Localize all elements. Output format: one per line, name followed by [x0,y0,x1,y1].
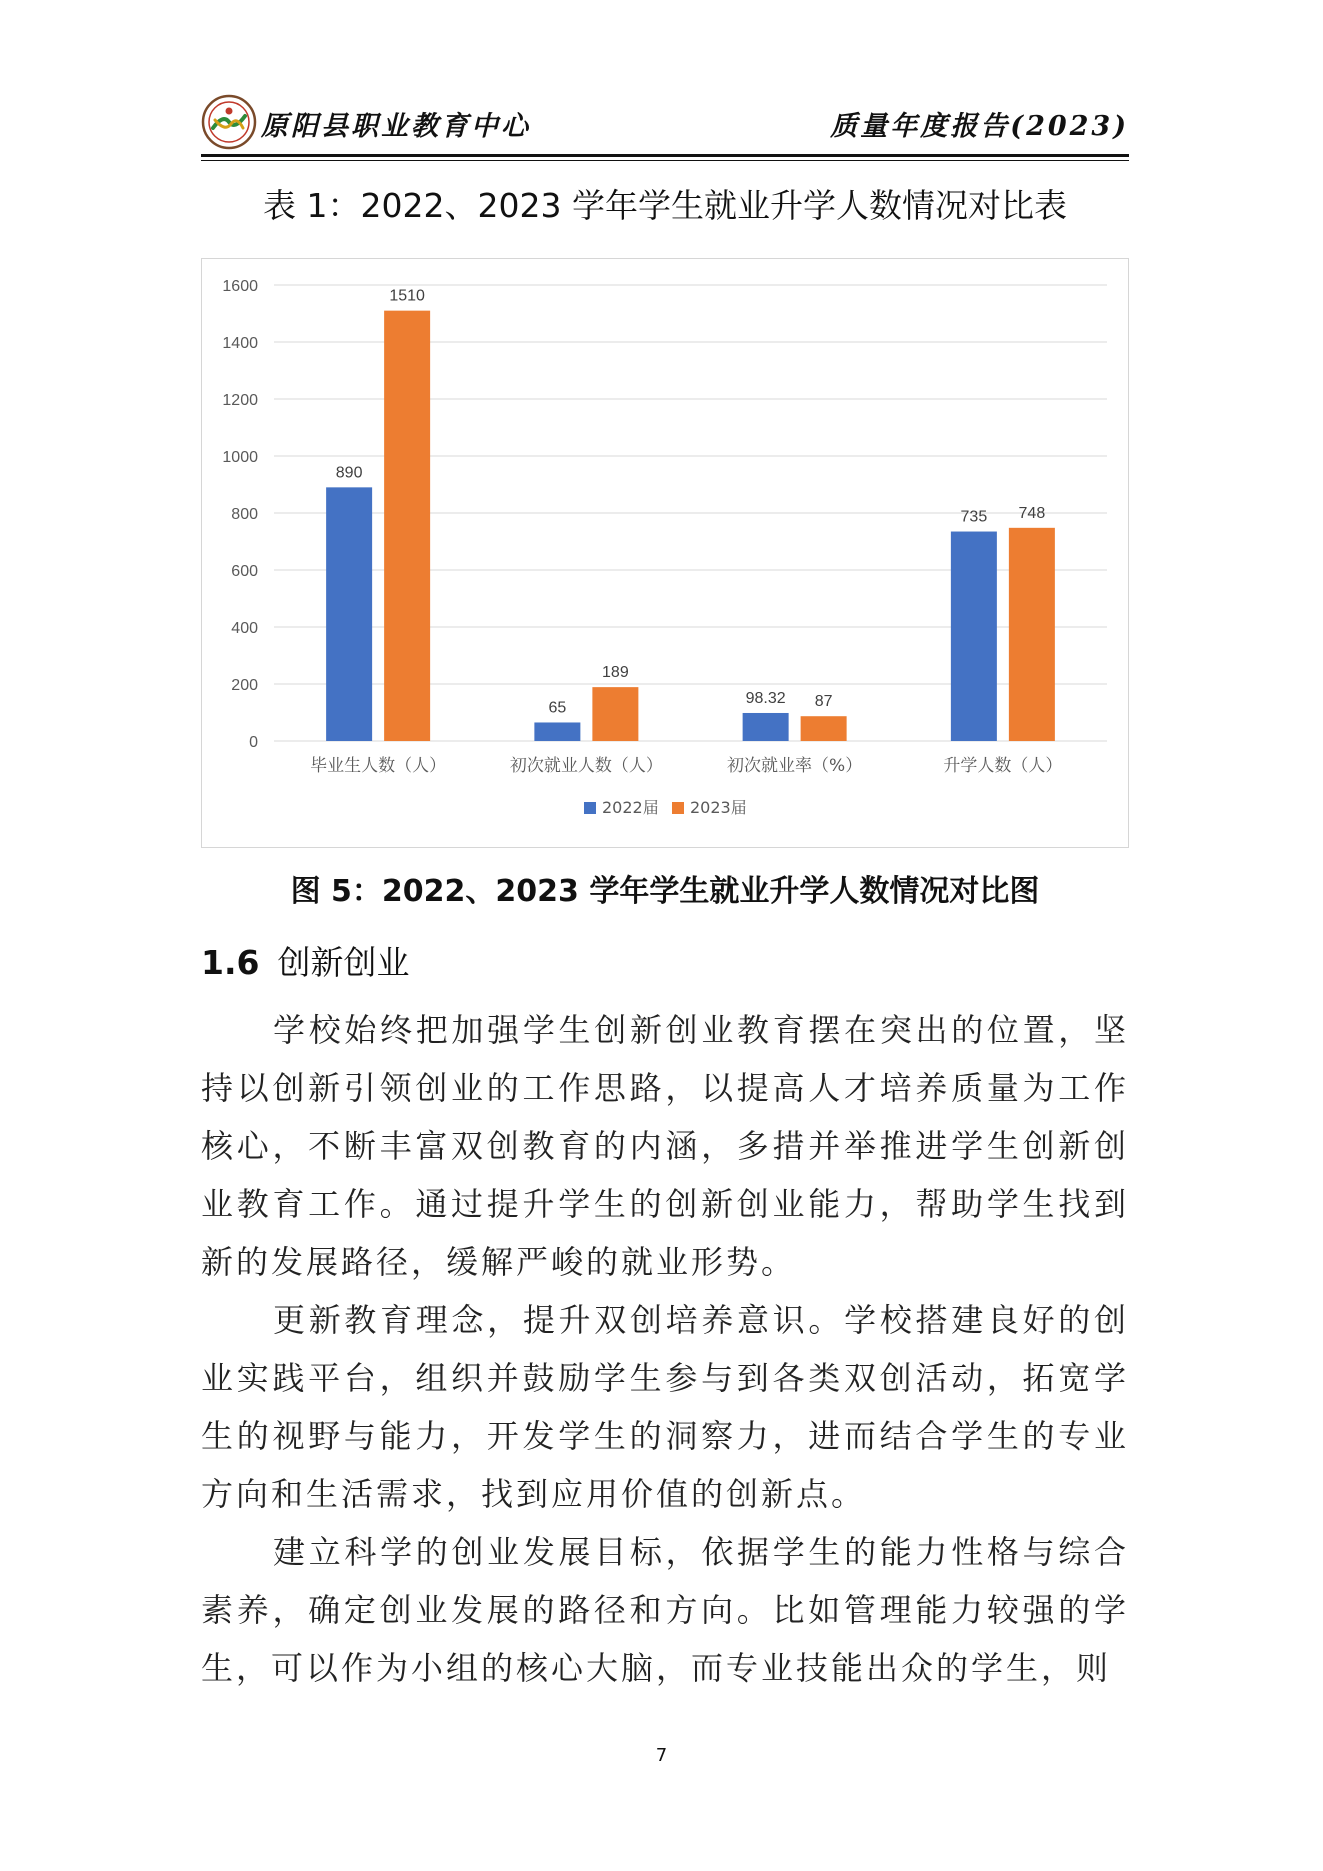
y-tick-label: 1000 [222,449,258,466]
header-rule-thin [201,160,1129,161]
bar-chart [201,258,1129,848]
data-label: 748 [1018,504,1046,522]
report-title: 质量年度报告(2023) [830,111,1129,142]
section-heading [201,937,409,984]
header-rule-thick [201,154,1129,157]
bar [326,487,372,741]
bar [1009,528,1055,741]
data-label: 87 [814,693,833,711]
legend-swatch [672,802,684,814]
page-number: 7 [655,1745,668,1766]
data-label: 98.32 [745,689,786,707]
bar [592,687,638,741]
school-emblem-icon [201,94,257,150]
x-tick-label: 初次就业人数（人） [509,756,663,776]
y-tick-label: 1600 [222,278,258,295]
chart-svg [202,259,1128,847]
legend-label: 2022届 [602,798,659,817]
y-tick-label: 1200 [222,392,258,409]
bar [534,722,580,741]
bar [801,716,847,741]
y-tick-label: 0 [249,734,258,751]
legend-label: 2023届 [690,798,747,817]
data-label: 735 [960,508,988,526]
data-label: 65 [548,699,567,717]
x-tick-label: 升学人数（人） [943,756,1063,776]
x-tick-label: 毕业生人数（人） [310,756,447,776]
y-tick-label: 400 [231,620,258,637]
section-number: 1.6 [201,943,260,982]
paragraph: 更新教育理念，提升双创培养意识。学校搭建良好的创业实践平台，组织并鼓励学生参与到各类双创活动，拓宽学生的视野与能力，开发学生的洞察力，进而结合学生的专业方向和生活需求，找到应用价值的创新点。 [201,1301,1129,1513]
bar [951,532,997,741]
bar [743,713,789,741]
paragraph: 建立科学的创业发展目标，依据学生的能力性格与综合素养，确定创业发展的路径和方向。比如管理能力较强的学生，可以作为小组的核心大脑，而专业技能出众的学生，则 [201,1533,1129,1687]
paragraph: 学校始终把加强学生创新创业教育摆在突出的位置，坚持以创新引领创业的工作思路，以提高人才培养质量为工作核心，不断丰富双创教育的内涵，多措并举推进学生创新创业教育工作。通过提升学生的创新创业能力，帮助学生找到新的发展路径，缓解严峻的就业形势。 [201,1011,1129,1281]
data-label: 1510 [389,287,425,305]
data-label: 189 [602,664,629,682]
section-title: 创新创业 [277,943,410,982]
x-tick-label: 初次就业率（%） [727,756,863,776]
school-name: 原阳县职业教育中心 [261,111,531,142]
data-label: 890 [335,464,363,482]
y-tick-label: 600 [231,563,258,580]
table-title: 表 1：2022、2023 学年学生就业升学人数情况对比表 [263,186,1067,225]
body-text [201,1001,1129,1697]
legend-swatch [584,802,596,814]
y-tick-label: 200 [231,677,258,694]
page-header [201,92,1129,152]
y-tick-label: 1400 [222,335,258,352]
bar [384,311,430,741]
figure-caption: 图 5：2022、2023 学年学生就业升学人数情况对比图 [290,874,1040,909]
y-tick-label: 800 [231,506,258,523]
